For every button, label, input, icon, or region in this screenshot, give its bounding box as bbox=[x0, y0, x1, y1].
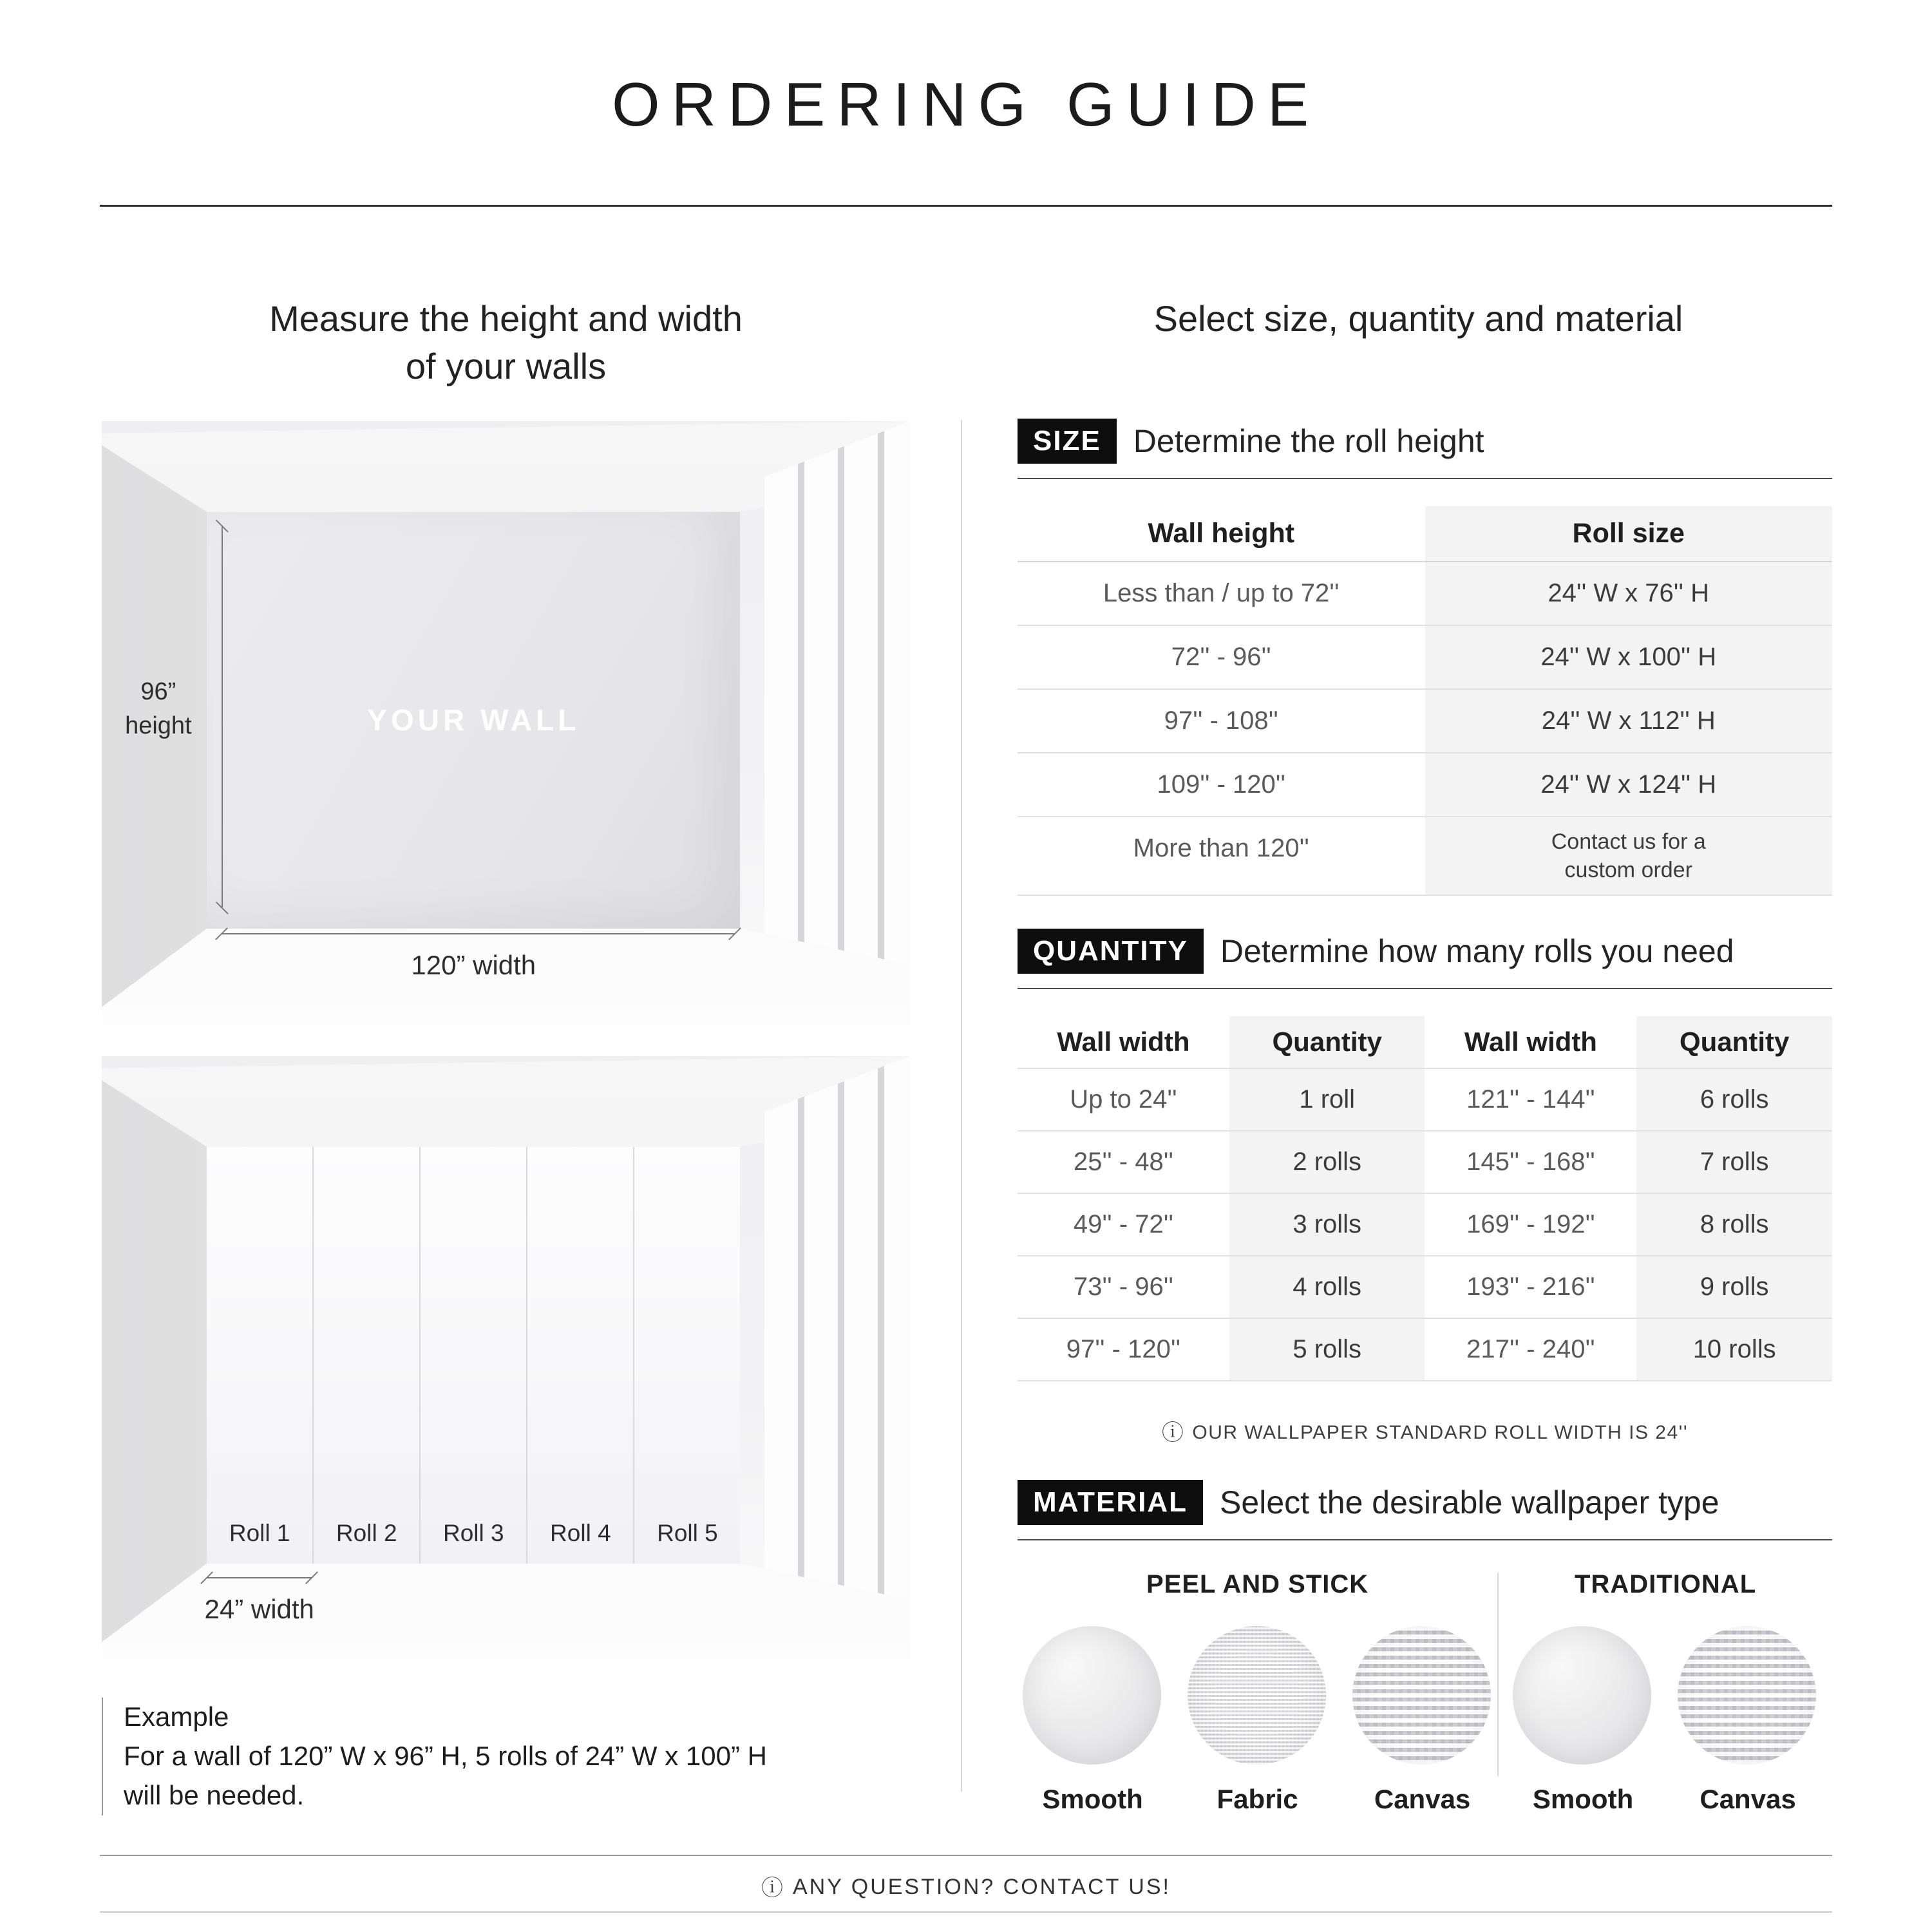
size-table-header-row bbox=[1018, 506, 1832, 562]
footer-divider-bottom bbox=[100, 1911, 1832, 1913]
smooth-texture-swatch bbox=[1023, 1626, 1161, 1765]
quantity-badge: QUANTITY bbox=[1018, 929, 1204, 974]
measure-heading-line1: Measure the height and width bbox=[269, 298, 743, 339]
wall-width-value: 217'' - 240'' bbox=[1466, 1335, 1595, 1363]
quantity-table-row bbox=[1018, 1194, 1832, 1256]
quantity-table-row bbox=[1018, 1069, 1832, 1132]
example-block bbox=[102, 1698, 913, 1815]
size-table-row bbox=[1018, 753, 1832, 817]
title-divider bbox=[100, 205, 1832, 207]
custom-order-note: Contact us for a custom order bbox=[1551, 829, 1706, 883]
canvas-texture-swatch bbox=[1352, 1626, 1491, 1765]
quantity-table-header-row bbox=[1018, 1016, 1832, 1069]
size-section-header bbox=[1018, 419, 1832, 479]
material-badge: MATERIAL bbox=[1018, 1480, 1203, 1525]
swatch-smooth bbox=[1023, 1626, 1163, 1815]
standard-roll-width-text: OUR WALLPAPER STANDARD ROLL WIDTH IS 24'' bbox=[1192, 1422, 1689, 1443]
wall-width-value: 49'' - 72'' bbox=[1073, 1210, 1173, 1238]
roll-label: Roll 2 bbox=[336, 1519, 397, 1546]
material-groups bbox=[1018, 1566, 1832, 1815]
wall-width-value: 169'' - 192'' bbox=[1466, 1210, 1595, 1238]
swatch-canvas bbox=[1678, 1626, 1818, 1815]
room-window bbox=[764, 421, 910, 977]
size-table-row bbox=[1018, 817, 1832, 896]
quantity-table-row bbox=[1018, 1256, 1832, 1319]
size-table-row bbox=[1018, 562, 1832, 626]
material-group-traditional bbox=[1499, 1566, 1832, 1815]
swatch-canvas bbox=[1352, 1626, 1493, 1815]
smooth-texture-swatch bbox=[1513, 1626, 1651, 1765]
example-line2: will be needed. bbox=[124, 1779, 305, 1810]
quantity-value: 5 rolls bbox=[1229, 1319, 1425, 1380]
roll-panel bbox=[207, 1147, 314, 1564]
material-section-title: Select the desirable wallpaper type bbox=[1220, 1484, 1719, 1520]
roll-panel bbox=[634, 1147, 740, 1564]
your-wall-surface bbox=[207, 512, 740, 929]
roll-size-value: 24'' W x 112'' H bbox=[1425, 690, 1833, 752]
wall-width-value: 97'' - 120'' bbox=[1066, 1335, 1181, 1363]
footer-contact-text: ANY QUESTION? CONTACT US! bbox=[793, 1875, 1171, 1899]
roll-size-value bbox=[1425, 817, 1833, 895]
example-title: Example bbox=[124, 1701, 229, 1732]
quantity-value: 6 rolls bbox=[1636, 1069, 1832, 1130]
wall-width-label: 120” width bbox=[411, 949, 536, 980]
size-section-title: Determine the roll height bbox=[1133, 423, 1484, 459]
standard-roll-width-note bbox=[1018, 1415, 1832, 1446]
roll-label: Roll 3 bbox=[442, 1519, 504, 1546]
material-group-name: TRADITIONAL bbox=[1575, 1570, 1757, 1598]
wall-height-value: 72'' - 96'' bbox=[1171, 643, 1271, 671]
swatch-label: Smooth bbox=[1042, 1784, 1143, 1814]
wall-width-value: 193'' - 216'' bbox=[1466, 1273, 1595, 1301]
qty-col-wall-width-2: Wall width bbox=[1464, 1027, 1597, 1057]
wall-height-value: 109'' - 120'' bbox=[1157, 770, 1286, 799]
material-group-name: PEEL AND STICK bbox=[1146, 1570, 1369, 1598]
room-illustration-rolls bbox=[102, 1056, 910, 1660]
swatch-label: Fabric bbox=[1217, 1784, 1298, 1814]
quantity-table-row bbox=[1018, 1132, 1832, 1194]
swatch-smooth bbox=[1513, 1626, 1653, 1815]
example-line1: For a wall of 120” W x 96” H, 5 rolls of 24” W x 100” H bbox=[124, 1740, 767, 1771]
roll-width-label: 24” width bbox=[204, 1593, 314, 1624]
roll-panel bbox=[527, 1147, 634, 1564]
swatch-label: Canvas bbox=[1374, 1784, 1471, 1814]
roll-label: Roll 1 bbox=[229, 1519, 290, 1546]
quantity-value: 1 roll bbox=[1229, 1069, 1425, 1130]
quantity-value: 10 rolls bbox=[1636, 1319, 1832, 1380]
size-table-row bbox=[1018, 626, 1832, 690]
canvas-texture-swatch bbox=[1678, 1626, 1816, 1765]
wall-height-value: 97'' - 108'' bbox=[1164, 706, 1278, 735]
quantity-table bbox=[1018, 1016, 1832, 1381]
roll-label: Roll 5 bbox=[657, 1519, 718, 1546]
measure-heading-line2: of your walls bbox=[405, 345, 607, 386]
roll-panel bbox=[421, 1147, 527, 1564]
quantity-value: 8 rolls bbox=[1636, 1194, 1832, 1255]
footer-contact-note bbox=[0, 1870, 1932, 1902]
room-window bbox=[764, 1056, 910, 1612]
roll-panel bbox=[314, 1147, 421, 1564]
column-divider bbox=[961, 420, 962, 1792]
wall-width-value: 145'' - 168'' bbox=[1466, 1148, 1595, 1176]
room-illustration-your-wall bbox=[102, 421, 910, 1025]
material-section bbox=[1018, 1480, 1832, 1815]
quantity-section bbox=[1018, 929, 1832, 1446]
size-col-roll-size: Roll size bbox=[1425, 506, 1833, 561]
roll-size-value: 24'' W x 100'' H bbox=[1425, 626, 1833, 688]
qty-col-wall-width-1: Wall width bbox=[1057, 1027, 1190, 1057]
wall-height-value: Less than / up to 72'' bbox=[1103, 579, 1340, 607]
wall-height-value: 96” bbox=[140, 677, 176, 705]
material-group-peel-and-stick bbox=[1018, 1566, 1497, 1815]
quantity-value: 4 rolls bbox=[1229, 1256, 1425, 1318]
size-badge: SIZE bbox=[1018, 419, 1117, 464]
quantity-value: 7 rolls bbox=[1636, 1132, 1832, 1193]
your-wall-label: YOUR WALL bbox=[367, 703, 580, 737]
size-table bbox=[1018, 506, 1832, 896]
measure-heading bbox=[102, 295, 910, 390]
height-measure-line bbox=[222, 527, 223, 907]
size-table-row bbox=[1018, 690, 1832, 753]
wall-width-value: Up to 24'' bbox=[1070, 1085, 1177, 1113]
info-icon: ⓘ bbox=[1161, 1421, 1185, 1445]
swatch-row bbox=[1499, 1626, 1832, 1815]
swatch-fabric bbox=[1188, 1626, 1328, 1815]
size-section bbox=[1018, 419, 1832, 896]
swatch-label: Canvas bbox=[1700, 1784, 1796, 1814]
size-col-wall-height: Wall height bbox=[1148, 518, 1295, 549]
wall-height-word: height bbox=[125, 712, 192, 740]
roll-size-value: 24'' W x 124'' H bbox=[1425, 753, 1833, 816]
rolls-wall bbox=[207, 1147, 740, 1564]
footer-divider-top bbox=[100, 1855, 1832, 1856]
wall-width-value: 25'' - 48'' bbox=[1073, 1148, 1173, 1176]
select-heading: Select size, quantity and material bbox=[1153, 298, 1683, 339]
width-measure-line bbox=[222, 933, 735, 934]
fabric-texture-swatch bbox=[1188, 1626, 1326, 1765]
quantity-value: 3 rolls bbox=[1229, 1194, 1425, 1255]
material-section-header bbox=[1018, 1480, 1832, 1540]
wall-height-label bbox=[114, 675, 203, 743]
page-title: ORDERING GUIDE bbox=[611, 70, 1321, 139]
roll-width-measure-line bbox=[207, 1577, 312, 1578]
wall-width-value: 73'' - 96'' bbox=[1073, 1273, 1173, 1301]
roll-size-value: 24'' W x 76'' H bbox=[1425, 562, 1833, 625]
roll-label: Roll 4 bbox=[550, 1519, 611, 1546]
quantity-value: 2 rolls bbox=[1229, 1132, 1425, 1193]
quantity-value: 9 rolls bbox=[1636, 1256, 1832, 1318]
swatch-label: Smooth bbox=[1532, 1784, 1634, 1814]
quantity-section-header bbox=[1018, 929, 1832, 989]
quantity-section-title: Determine how many rolls you need bbox=[1220, 933, 1734, 969]
wall-height-value: More than 120'' bbox=[1133, 834, 1309, 862]
info-icon: ⓘ bbox=[761, 1876, 785, 1900]
qty-col-quantity-2: Quantity bbox=[1636, 1016, 1832, 1068]
qty-col-quantity-1: Quantity bbox=[1229, 1016, 1425, 1068]
quantity-table-row bbox=[1018, 1319, 1832, 1381]
swatch-row bbox=[1018, 1626, 1497, 1815]
wall-width-value: 121'' - 144'' bbox=[1466, 1085, 1595, 1113]
